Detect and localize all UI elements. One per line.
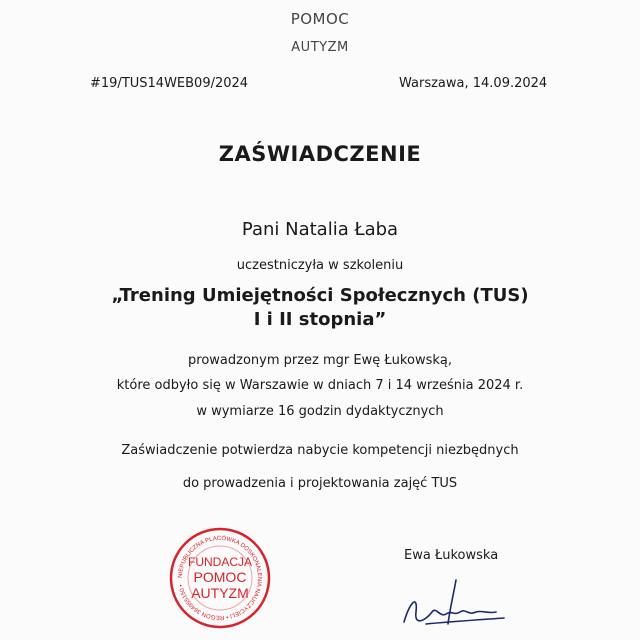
svg-text:AUTYZM: AUTYZM [191, 585, 249, 601]
svg-text:POMOC: POMOC [193, 569, 247, 585]
signature [396, 572, 516, 632]
document-title: ZAŚWIADCZENIE [218, 142, 422, 166]
hours-text: w wymiarze 16 godzin dydaktycznych [196, 404, 444, 419]
logo-autyzm: AUTYZM [291, 40, 349, 55]
dates-text: które odbyło się w Warszawie w dniach 7 i 14 września 2024 r. [116, 378, 524, 393]
participation-text: uczestniczyła w szkoleniu [236, 258, 404, 273]
confirmation-line2: do prowadzenia i projektowania zajęć TUS [182, 476, 458, 491]
confirmation-line1: Zaświadczenie potwierdza nabycie kompetencji niezbędnych [121, 443, 519, 458]
instructor-text: prowadzonym przez mgr Ewę Łukowską, [188, 353, 452, 368]
signer-name: Ewa Łukowska [404, 548, 499, 563]
course-title-line2: I i II stopnia” [253, 309, 387, 330]
svg-text:NIEPUBLICZNA PLACÓWKA DOSKONAL: NIEPUBLICZNA PLACÓWKA DOSKONALENIA NAUCZYCIELI • REGON 364955150 • [177, 535, 263, 621]
logo-pomoc: POMOC [290, 10, 350, 28]
reference-number: #19/TUS14WEB09/2024 [90, 76, 249, 91]
recipient-name: Pani Natalia Łaba [241, 219, 399, 240]
svg-text:FUNDACJA: FUNDACJA [187, 555, 253, 569]
organization-stamp [168, 526, 272, 630]
course-title-line1: „Trening Umiejętności Społecznych (TUS) [111, 285, 529, 306]
place-date: Warszawa, 14.09.2024 [399, 76, 548, 91]
